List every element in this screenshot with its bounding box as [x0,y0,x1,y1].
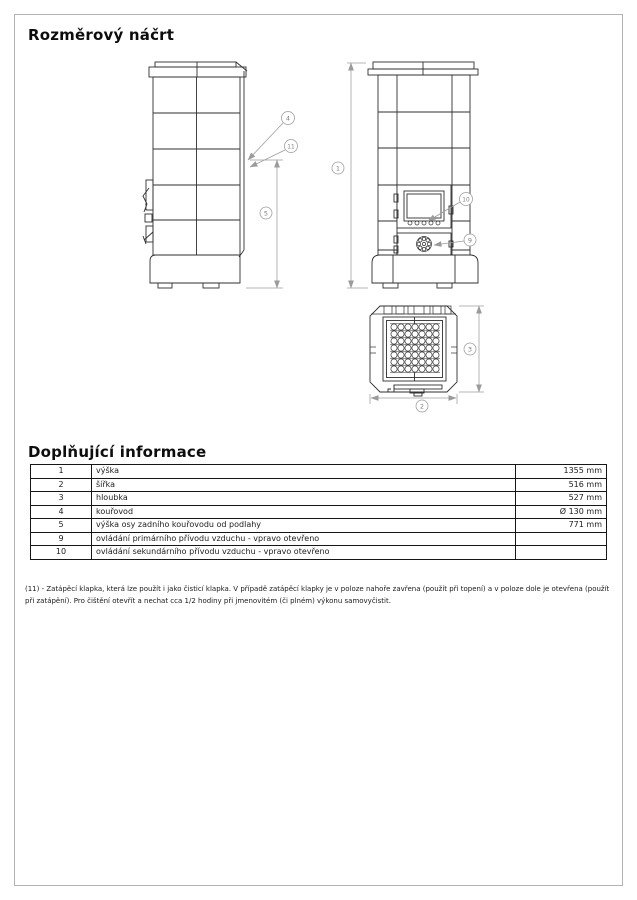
side-base [150,255,240,283]
side-view-annotations [246,112,298,289]
front-cap-top [373,62,474,69]
side-cap-top [155,62,236,67]
callout-3-label: 3 [467,345,473,354]
front-foot [383,283,398,288]
footnote-text: (11) - Zatápěcí klapka, která lze použít i jako čisticí klapka. V případě zatápěcí klapky je v poloze nahoře zavřena (použít při topení) a v poloze dole je otevřena (použít při zatápění). Pro čištění otevřít a nechat cca 1/2 hodiny při jmenovitém (či plném) výkonu samovyčistit. [25,585,610,605]
side-view-drawing [143,62,247,288]
front-firebox-door [394,185,453,228]
row-value [516,532,607,546]
side-foot [203,283,219,288]
row-label: ovládání sekundárního přívodu vzduchu - vpravo otevřeno [92,546,516,560]
additional-info-table [30,464,607,560]
row-value: Ø 130 mm [516,505,607,519]
row-value: 516 mm [516,478,607,492]
table-row [31,465,607,479]
top-grate-holes [391,324,439,372]
page-title: Rozměrový náčrt [28,26,175,44]
callout-10-label: 10 [462,197,470,204]
front-view-drawing [368,62,478,288]
callout-5-label: 5 [263,209,269,218]
row-label: výška osy zadního kouřovodu od podlahy [92,519,516,533]
row-number: 1 [31,465,92,479]
table-row [31,492,607,506]
table-row [31,505,607,519]
dimensional-drawing [0,0,637,432]
front-base [372,255,478,283]
row-number: 3 [31,492,92,506]
callout-2-label: 2 [419,402,425,411]
row-number: 2 [31,478,92,492]
callout-9-label: 9 [467,236,473,245]
callout-1-label: 1 [335,164,341,173]
leader-line-4 [248,123,283,160]
callout-4-label: 4 [285,114,291,123]
side-foot [158,283,172,288]
row-number: 10 [31,546,92,560]
row-value: 771 mm [516,519,607,533]
top-view-drawing [370,306,457,396]
table-row [31,546,607,560]
row-number: 9 [31,532,92,546]
side-cap-perspective-edge [236,62,247,71]
top-view-annotations [370,306,484,412]
row-label: kouřovod [92,505,516,519]
table-row [31,519,607,533]
row-number: 4 [31,505,92,519]
row-value: 1355 mm [516,465,607,479]
row-label: výška [92,465,516,479]
section-title-additional-info: Doplňující informace [28,443,207,461]
row-value [516,546,607,560]
row-number: 5 [31,519,92,533]
row-label: hloubka [92,492,516,506]
side-door-hardware [143,180,153,244]
table-row [31,532,607,546]
row-label: ovládání primárního přívodu vzduchu - vpravo otevřeno [92,532,516,546]
top-crown-tabs [371,306,456,314]
row-label: šířka [92,478,516,492]
callout-11-label: 11 [287,144,295,151]
front-foot [437,283,452,288]
side-cap-molding [149,67,246,77]
top-door-handle [388,385,442,396]
row-value: 527 mm [516,492,607,506]
table-row [31,478,607,492]
